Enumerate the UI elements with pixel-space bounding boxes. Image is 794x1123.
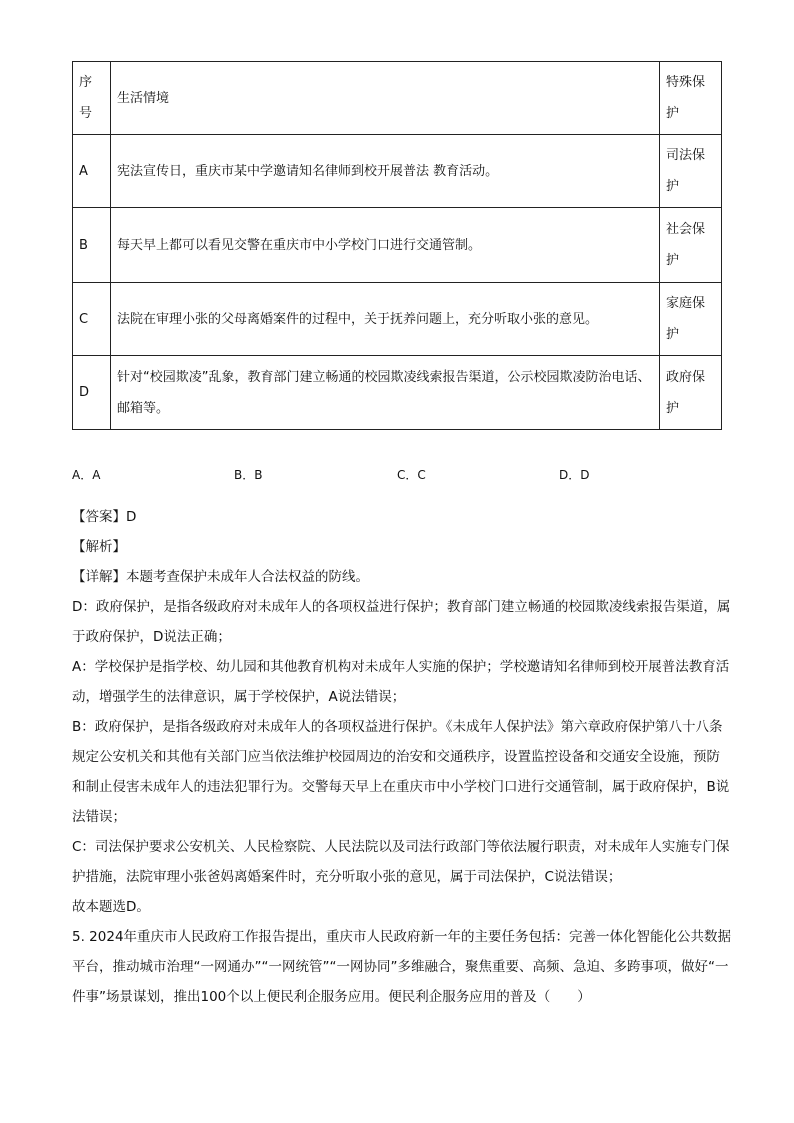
option-b: B．B bbox=[234, 468, 263, 482]
next-question: 5. 2024年重庆市人民政府工作报告提出，重庆市人民政府新一年的主要任务包括：完善一体化智能化公共数据平台，推动城市治理“一网通办”“一网统管”“一网协同”多维融合，聚焦重要、高频、急迫、多跨事项，做好“一件事”场景谋划，推出100个以上便民利企服务应用。便民利企服务应用的普及（ ） bbox=[72, 929, 732, 1005]
header-seq: 序号 bbox=[73, 62, 111, 135]
question-table bbox=[72, 61, 722, 430]
answer-line: 【答案】D bbox=[72, 509, 137, 525]
table-row bbox=[73, 135, 722, 208]
row-context: 每天早上都可以看见交警在重庆市中小学校门口进行交通管制。 bbox=[111, 208, 660, 283]
explanation-intro: 【详解】本题考查保护未成年人合法权益的防线。 bbox=[72, 569, 369, 585]
answer-options bbox=[72, 466, 722, 488]
row-context: 针对“校园欺凌”乱象，教育部门建立畅通的校园欺凌线索报告渠道，公示校园欺凌防治电话、邮箱等。 bbox=[111, 356, 660, 430]
row-protection: 社会保护 bbox=[660, 208, 722, 283]
row-protection: 家庭保护 bbox=[660, 283, 722, 356]
explanation-b: B：政府保护，是指各级政府对未成年人的各项权益进行保护。《未成年人保护法》第六章政府保护第八十八条规定公安机关和其他有关部门应当依法维护校园周边的治安和交通秩序，设置监控设备和交通安全设施，预防和制止侵害未成年人的违法犯罪行为。交警每天早上在重庆市中小学校门口进行交通管制，属于政府保护，B说法错误； bbox=[72, 719, 730, 825]
row-protection: 政府保护 bbox=[660, 356, 722, 430]
row-context: 法院在审理小张的父母离婚案件的过程中，关于抚养问题上，充分听取小张的意见。 bbox=[111, 283, 660, 356]
option-d: D．D bbox=[559, 468, 590, 482]
row-seq: D bbox=[73, 356, 111, 430]
explanation-conclusion: 故本题选D。 bbox=[72, 899, 150, 915]
answer-section bbox=[72, 502, 732, 1012]
table-row bbox=[73, 356, 722, 430]
row-seq: C bbox=[73, 283, 111, 356]
row-seq: B bbox=[73, 208, 111, 283]
header-protection: 特殊保护 bbox=[660, 62, 722, 135]
table-header-row bbox=[73, 62, 722, 135]
option-c: C．C bbox=[397, 468, 426, 482]
explanation-c: C：司法保护要求公安机关、人民检察院、人民法院以及司法行政部门等依法履行职责，对未成年人实施专门保护措施，法院审理小张爸妈离婚案件时，充分听取小张的意见，属于司法保护，C说法错误； bbox=[72, 839, 730, 885]
analysis-label: 【解析】 bbox=[72, 539, 126, 555]
row-protection: 司法保护 bbox=[660, 135, 722, 208]
explanation-d: D：政府保护，是指各级政府对未成年人的各项权益进行保护；教育部门建立畅通的校园欺凌线索报告渠道，属于政府保护，D说法正确； bbox=[72, 599, 731, 645]
row-context: 宪法宣传日，重庆市某中学邀请知名律师到校开展普法 教育活动。 bbox=[111, 135, 660, 208]
table-row bbox=[73, 283, 722, 356]
table-row bbox=[73, 208, 722, 283]
explanation-a: A：学校保护是指学校、幼儿园和其他教育机构对未成年人实施的保护；学校邀请知名律师到校开展普法教育活动，增强学生的法律意识，属于学校保护，A说法错误； bbox=[72, 659, 730, 705]
row-seq: A bbox=[73, 135, 111, 208]
header-context: 生活情境 bbox=[111, 62, 660, 135]
option-a: A．A bbox=[72, 468, 101, 482]
